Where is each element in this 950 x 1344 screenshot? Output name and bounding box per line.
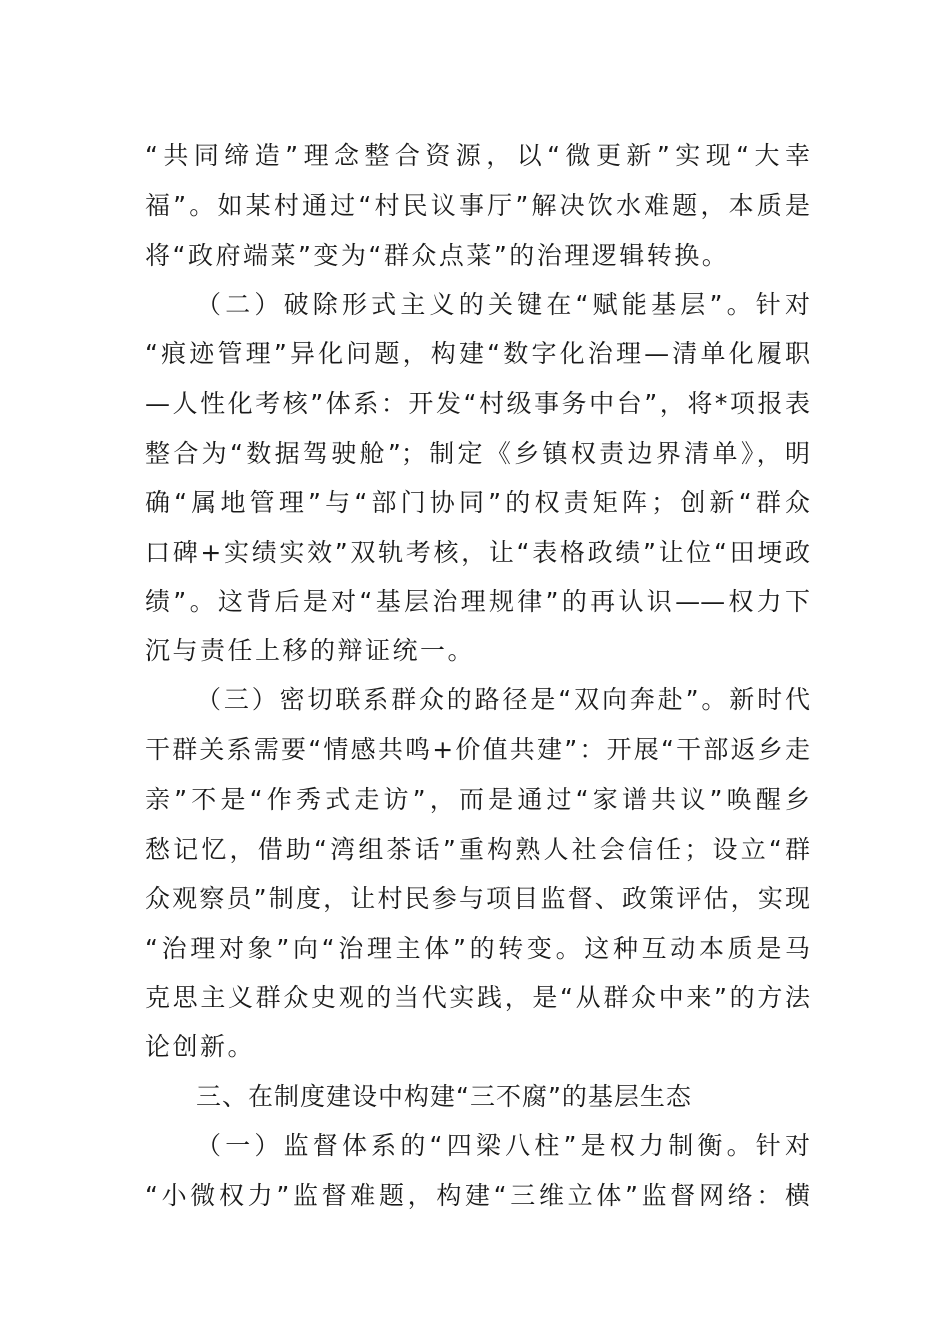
section-heading: 三、在制度建设中构建“三不腐”的基层生态 — [196, 1082, 692, 1111]
text-line: 福”。如某村通过“村民议事厅”解决饮水难题，本质是 — [145, 191, 810, 220]
text-line: —人性化考核”体系：开发“村级事务中台”，将*项报表 — [145, 389, 810, 418]
text-line: “痕迹管理”异化问题，构建“数字化治理—清单化履职 — [145, 339, 810, 368]
text-line: 整合为“数据驾驶舱”；制定《乡镇权责边界清单》，明 — [145, 439, 810, 468]
text-line: 沉与责任上移的辩证统一。 — [145, 636, 476, 665]
text-line: 将“政府端菜”变为“群众点菜”的治理逻辑转换。 — [145, 241, 730, 270]
text-line: 论创新。 — [145, 1032, 256, 1061]
text-line: 亲”不是“作秀式走访”，而是通过“家谱共议”唤醒乡 — [145, 785, 810, 814]
text-line: 众观察员”制度，让村民参与项目监督、政策评估，实现 — [145, 884, 810, 913]
text-line: 干群关系需要“情感共鸣+价值共建”：开展“干部返乡走 — [145, 735, 810, 764]
text-line: “小微权力”监督难题，构建“三维立体”监督网络：横 — [145, 1181, 810, 1210]
text-line: 绩”。这背后是对“基层治理规律”的再认识——权力下 — [145, 587, 810, 616]
text-line: “共同缔造”理念整合资源，以“微更新”实现“大幸 — [145, 141, 810, 170]
paragraph-4-first-line: （一）监督体系的“四梁八柱”是权力制衡。针对 — [196, 1131, 810, 1160]
text-line: 确“属地管理”与“部门协同”的权责矩阵；创新“群众 — [145, 488, 810, 517]
text-line: 愁记忆，借助“湾组茶话”重构熟人社会信任；设立“群 — [145, 835, 810, 864]
text-line: 克思主义群众史观的当代实践，是“从群众中来”的方法 — [145, 983, 810, 1012]
text-line: 口碑+实绩实效”双轨考核，让“表格政绩”让位“田埂政 — [145, 538, 810, 567]
text-line: “治理对象”向“治理主体”的转变。这种互动本质是马 — [145, 934, 810, 963]
paragraph-3-first-line: （三）密切联系群众的路径是“双向奔赴”。新时代 — [196, 685, 810, 714]
paragraph-2-first-line: （二）破除形式主义的关键在“赋能基层”。针对 — [196, 290, 810, 319]
